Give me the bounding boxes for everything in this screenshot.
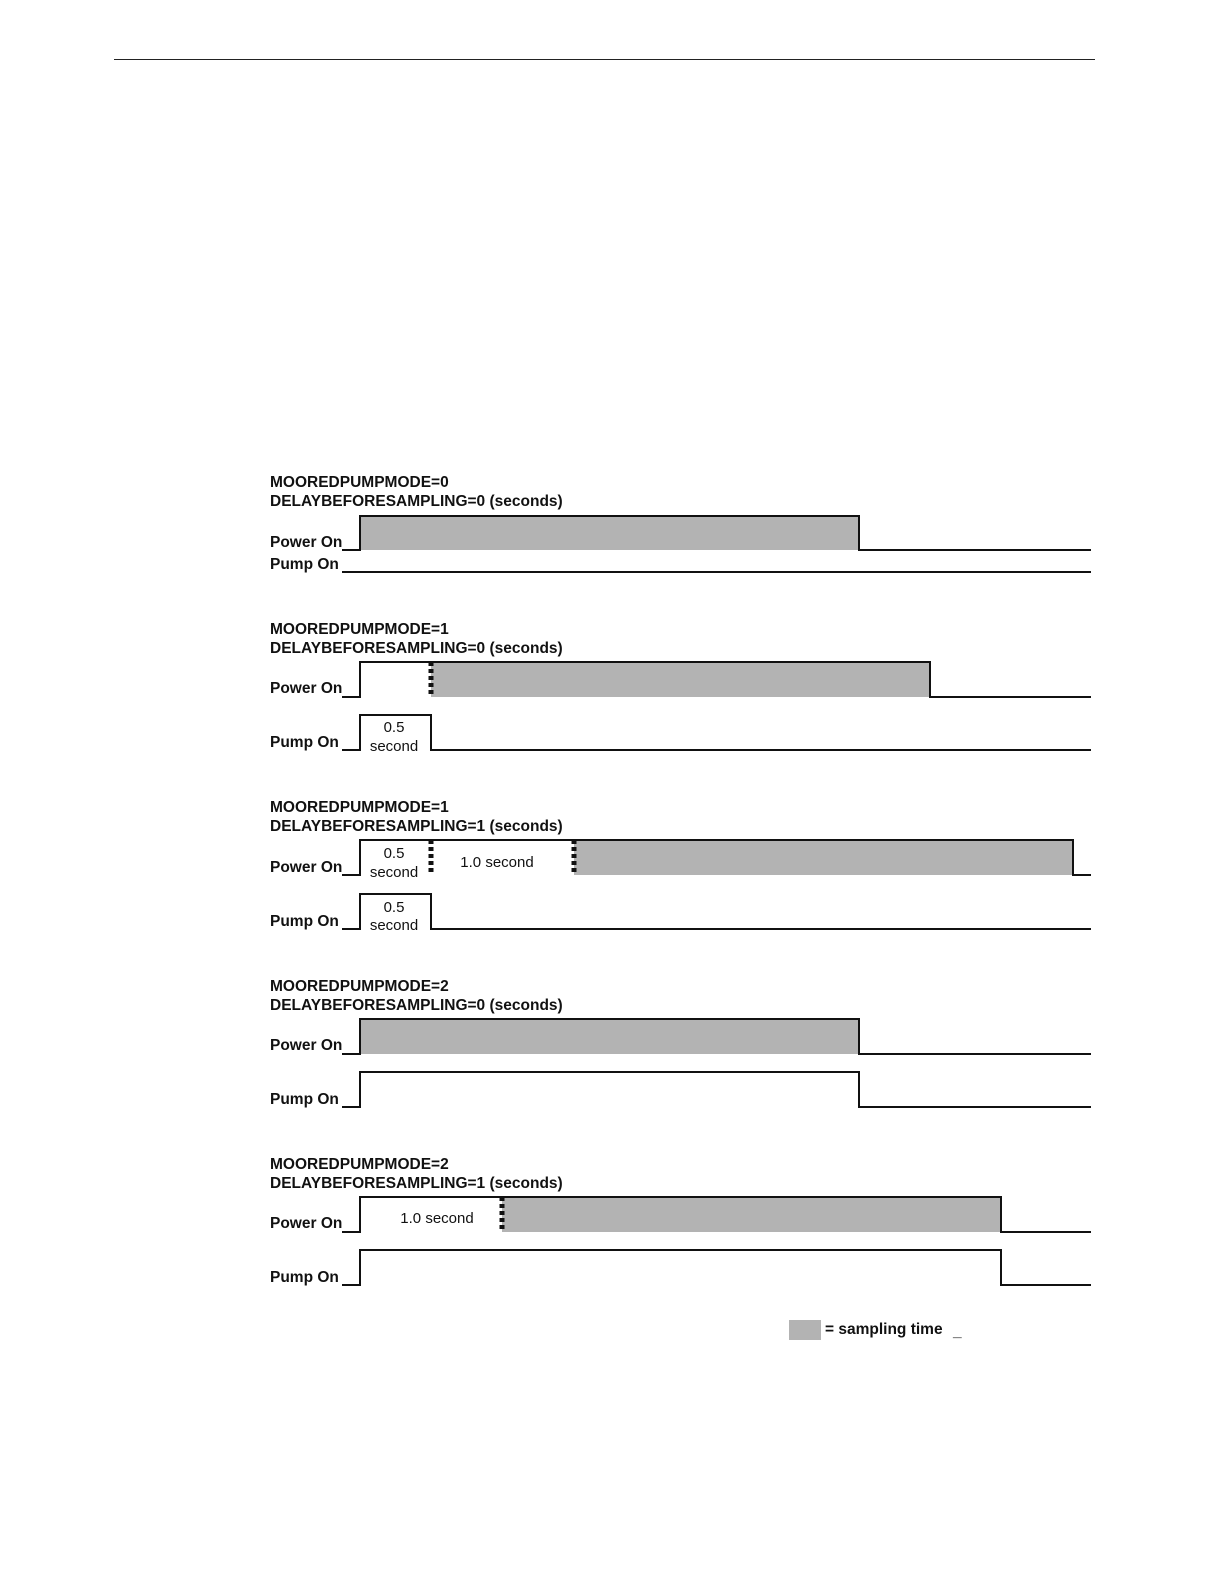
mode-label: MOOREDPUMPMODE=2 bbox=[270, 1156, 449, 1173]
legend-swatch bbox=[789, 1320, 821, 1340]
pump-pulse-duration-value: 0.5 bbox=[383, 899, 405, 916]
timing-diagram-4 bbox=[270, 978, 1091, 1108]
delay-duration-note: 1.0 second bbox=[460, 854, 534, 871]
timing-diagram-3 bbox=[270, 799, 1091, 934]
legend-label: = sampling time bbox=[825, 1321, 943, 1338]
pump-on-label: Pump On bbox=[270, 1091, 339, 1108]
delay-label: DELAYBEFORESAMPLING=0 (seconds) bbox=[270, 640, 563, 657]
mode-label: MOOREDPUMPMODE=0 bbox=[270, 474, 449, 491]
sampling-time-region bbox=[502, 1197, 1001, 1232]
power-on-label: Power On bbox=[270, 1215, 343, 1232]
pump-on-waveform bbox=[342, 715, 1091, 750]
sampling-time-region bbox=[574, 840, 1073, 875]
delay-label: DELAYBEFORESAMPLING=0 (seconds) bbox=[270, 493, 563, 510]
delay-label: DELAYBEFORESAMPLING=1 (seconds) bbox=[270, 818, 563, 835]
delay-label: DELAYBEFORESAMPLING=0 (seconds) bbox=[270, 997, 563, 1014]
sampling-time-region bbox=[360, 516, 859, 550]
mode-label: MOOREDPUMPMODE=1 bbox=[270, 799, 449, 816]
pump-on-waveform bbox=[342, 894, 1091, 929]
power-on-label: Power On bbox=[270, 859, 343, 876]
power-pulse-duration-value: 0.5 bbox=[383, 845, 405, 862]
power-pulse-duration-unit: second bbox=[369, 864, 419, 881]
legend bbox=[789, 1320, 962, 1340]
legend-trailing-mark: _ bbox=[953, 1323, 962, 1340]
mode-label: MOOREDPUMPMODE=1 bbox=[270, 621, 449, 638]
power-on-label: Power On bbox=[270, 680, 343, 697]
power-on-label: Power On bbox=[270, 534, 343, 551]
delay-label: DELAYBEFORESAMPLING=1 (seconds) bbox=[270, 1175, 563, 1192]
timing-diagram-1 bbox=[270, 474, 1091, 573]
pump-on-label: Pump On bbox=[270, 734, 339, 751]
sampling-time-region bbox=[360, 1019, 859, 1054]
pump-pulse-duration-value: 0.5 bbox=[383, 719, 405, 736]
pump-pulse-duration-unit: second bbox=[369, 738, 419, 755]
pump-on-label: Pump On bbox=[270, 1269, 339, 1286]
timing-diagram-2 bbox=[270, 621, 1091, 755]
timing-diagram-5 bbox=[270, 1156, 1091, 1286]
pump-on-waveform bbox=[342, 1072, 1091, 1107]
pump-pulse-duration-unit: second bbox=[369, 917, 419, 934]
mode-label: MOOREDPUMPMODE=2 bbox=[270, 978, 449, 995]
power-on-label: Power On bbox=[270, 1037, 343, 1054]
pump-on-waveform bbox=[342, 1250, 1091, 1285]
delay-duration-note: 1.0 second bbox=[400, 1210, 474, 1227]
pump-on-label: Pump On bbox=[270, 556, 339, 573]
sampling-time-region bbox=[431, 662, 930, 697]
pump-on-label: Pump On bbox=[270, 913, 339, 930]
